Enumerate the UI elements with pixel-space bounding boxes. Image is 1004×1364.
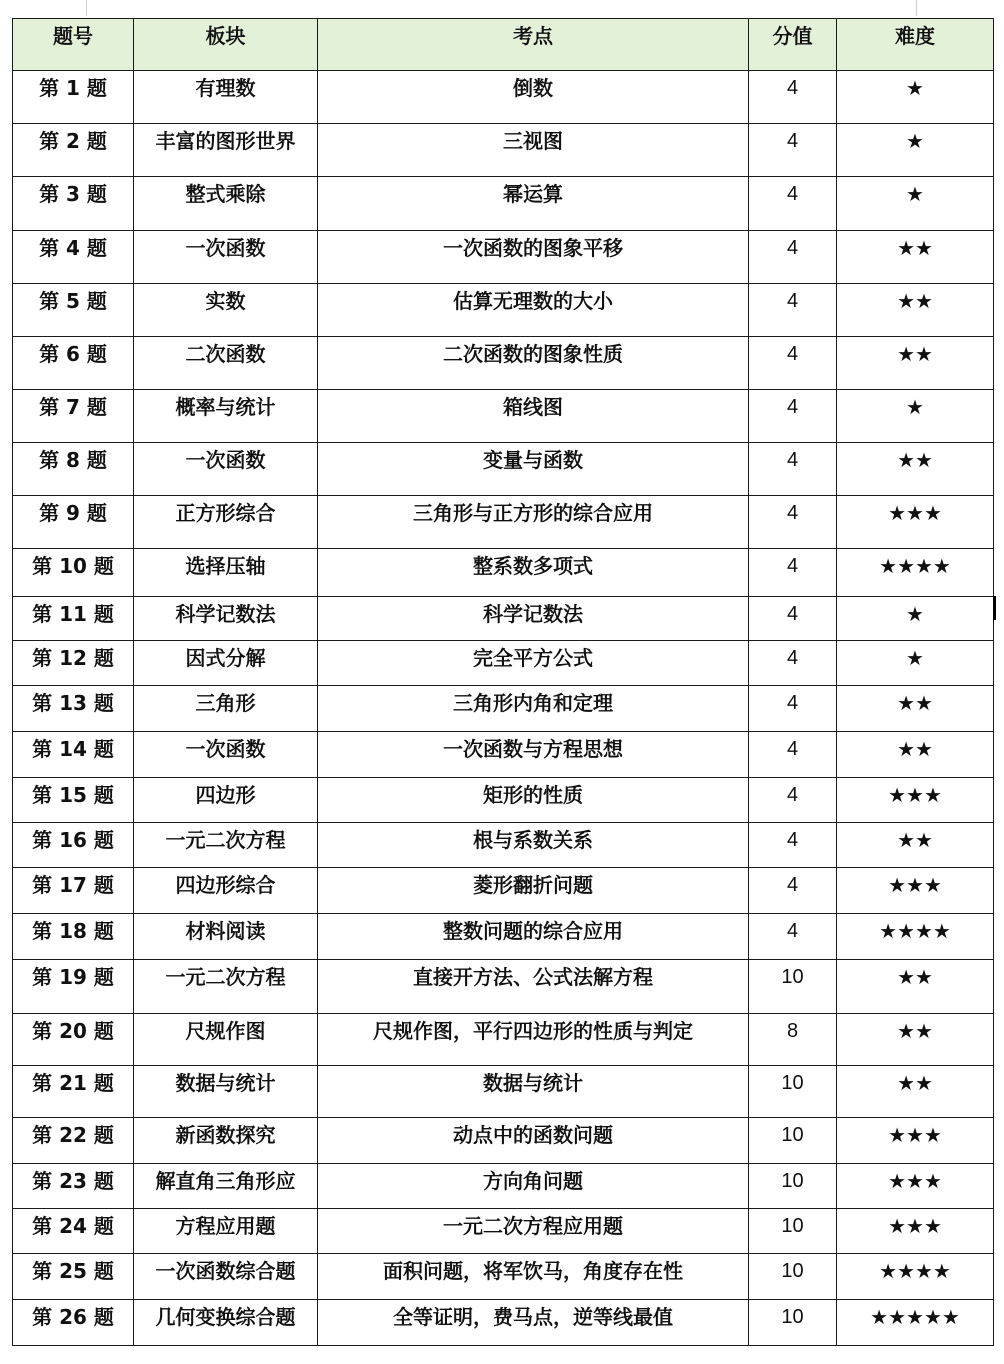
- section-cell: 有理数: [134, 71, 318, 124]
- score-cell: 4: [749, 597, 837, 641]
- question-number-cell: 第 12 题: [13, 641, 134, 686]
- question-number-cell: 第 24 题: [13, 1209, 134, 1254]
- question-number-cell: 第 21 题: [13, 1066, 134, 1118]
- section-cell: 丰富的图形世界: [134, 124, 318, 177]
- score-cell: 10: [749, 1164, 837, 1209]
- table-row: [13, 1254, 994, 1300]
- header-key-point: 考点: [318, 19, 749, 71]
- section-cell: 正方形综合: [134, 496, 318, 549]
- difficulty-stars: ★★★: [837, 778, 994, 823]
- table-row: [13, 443, 994, 496]
- difficulty-stars: ★★: [837, 732, 994, 778]
- key-point-cell: 矩形的性质: [318, 778, 749, 823]
- question-number-cell: 第 11 题: [13, 597, 134, 641]
- key-point-cell: 三视图: [318, 124, 749, 177]
- table-row: [13, 914, 994, 960]
- section-cell: 方程应用题: [134, 1209, 318, 1254]
- difficulty-stars: ★★: [837, 284, 994, 337]
- score-cell: 4: [749, 337, 837, 390]
- question-number-cell: 第 19 题: [13, 960, 134, 1014]
- score-cell: 10: [749, 960, 837, 1014]
- difficulty-stars: ★★★: [837, 1164, 994, 1209]
- score-cell: 4: [749, 496, 837, 549]
- score-cell: 4: [749, 732, 837, 778]
- difficulty-stars: ★★: [837, 686, 994, 732]
- key-point-cell: 一元二次方程应用题: [318, 1209, 749, 1254]
- question-number-cell: 第 16 题: [13, 823, 134, 868]
- key-point-cell: 尺规作图，平行四边形的性质与判定: [318, 1014, 749, 1066]
- header-section: 板块: [134, 19, 318, 71]
- section-cell: 概率与统计: [134, 390, 318, 443]
- section-cell: 四边形: [134, 778, 318, 823]
- key-point-cell: 一次函数的图象平移: [318, 231, 749, 284]
- difficulty-stars: ★★★: [837, 496, 994, 549]
- section-cell: 选择压轴: [134, 549, 318, 597]
- section-cell: 一次函数: [134, 443, 318, 496]
- difficulty-stars: ★★: [837, 1066, 994, 1118]
- section-cell: 尺规作图: [134, 1014, 318, 1066]
- header-row: [13, 19, 994, 71]
- difficulty-stars: ★: [837, 641, 994, 686]
- table-row: [13, 778, 994, 823]
- section-cell: 一元二次方程: [134, 960, 318, 1014]
- table-row: [13, 597, 994, 641]
- table-row: [13, 549, 994, 597]
- key-point-cell: 整系数多项式: [318, 549, 749, 597]
- score-cell: 10: [749, 1300, 837, 1346]
- table-row: [13, 641, 994, 686]
- header-difficulty: 难度: [837, 19, 994, 71]
- table-row: [13, 868, 994, 914]
- key-point-cell: 倒数: [318, 71, 749, 124]
- difficulty-stars: ★★: [837, 231, 994, 284]
- section-cell: 一次函数: [134, 732, 318, 778]
- key-point-cell: 三角形内角和定理: [318, 686, 749, 732]
- difficulty-stars: ★: [837, 597, 994, 641]
- difficulty-stars: ★★★: [837, 1209, 994, 1254]
- score-cell: 4: [749, 443, 837, 496]
- question-number-cell: 第 2 题: [13, 124, 134, 177]
- difficulty-stars: ★★: [837, 823, 994, 868]
- table-row: [13, 71, 994, 124]
- section-cell: 因式分解: [134, 641, 318, 686]
- section-cell: 一次函数: [134, 231, 318, 284]
- difficulty-stars: ★★★: [837, 1118, 994, 1164]
- question-number-cell: 第 26 题: [13, 1300, 134, 1346]
- question-number-cell: 第 10 题: [13, 549, 134, 597]
- score-cell: 4: [749, 641, 837, 686]
- key-point-cell: 根与系数关系: [318, 823, 749, 868]
- key-point-cell: 菱形翻折问题: [318, 868, 749, 914]
- score-cell: 4: [749, 390, 837, 443]
- score-cell: 4: [749, 778, 837, 823]
- key-point-cell: 整数问题的综合应用: [318, 914, 749, 960]
- difficulty-stars: ★★★★: [837, 1254, 994, 1300]
- table-row: [13, 1118, 994, 1164]
- score-cell: 10: [749, 1066, 837, 1118]
- question-number-cell: 第 23 题: [13, 1164, 134, 1209]
- difficulty-stars: ★: [837, 390, 994, 443]
- question-number-cell: 第 20 题: [13, 1014, 134, 1066]
- key-point-cell: 完全平方公式: [318, 641, 749, 686]
- section-cell: 材料阅读: [134, 914, 318, 960]
- section-cell: 解直角三角形应: [134, 1164, 318, 1209]
- key-point-cell: 数据与统计: [318, 1066, 749, 1118]
- section-cell: 实数: [134, 284, 318, 337]
- difficulty-stars: ★★: [837, 337, 994, 390]
- section-cell: 整式乘除: [134, 177, 318, 231]
- question-number-cell: 第 3 题: [13, 177, 134, 231]
- question-number-cell: 第 14 题: [13, 732, 134, 778]
- difficulty-stars: ★★: [837, 1014, 994, 1066]
- score-cell: 10: [749, 1118, 837, 1164]
- table-row: [13, 1066, 994, 1118]
- question-number-cell: 第 6 题: [13, 337, 134, 390]
- key-point-cell: 箱线图: [318, 390, 749, 443]
- text-cursor: [993, 596, 996, 620]
- question-number-cell: 第 1 题: [13, 71, 134, 124]
- section-cell: 新函数探究: [134, 1118, 318, 1164]
- difficulty-stars: ★★: [837, 960, 994, 1014]
- table-row: [13, 686, 994, 732]
- table-row: [13, 390, 994, 443]
- section-cell: 数据与统计: [134, 1066, 318, 1118]
- table-row: [13, 177, 994, 231]
- table-row: [13, 124, 994, 177]
- header-question-number: 题号: [13, 19, 134, 71]
- key-point-cell: 估算无理数的大小: [318, 284, 749, 337]
- section-cell: 二次函数: [134, 337, 318, 390]
- question-number-cell: 第 17 题: [13, 868, 134, 914]
- score-cell: 4: [749, 124, 837, 177]
- table-row: [13, 960, 994, 1014]
- table-row: [13, 496, 994, 549]
- question-number-cell: 第 25 题: [13, 1254, 134, 1300]
- score-cell: 4: [749, 868, 837, 914]
- table-row: [13, 231, 994, 284]
- key-point-cell: 变量与函数: [318, 443, 749, 496]
- table-row: [13, 337, 994, 390]
- difficulty-stars: ★★★: [837, 868, 994, 914]
- section-cell: 几何变换综合题: [134, 1300, 318, 1346]
- key-point-cell: 幂运算: [318, 177, 749, 231]
- score-cell: 4: [749, 177, 837, 231]
- exam-analysis-table: [12, 18, 994, 1346]
- question-number-cell: 第 9 题: [13, 496, 134, 549]
- table-row: [13, 732, 994, 778]
- section-cell: 四边形综合: [134, 868, 318, 914]
- score-cell: 4: [749, 914, 837, 960]
- score-cell: 4: [749, 231, 837, 284]
- question-number-cell: 第 4 题: [13, 231, 134, 284]
- key-point-cell: 全等证明，费马点，逆等线最值: [318, 1300, 749, 1346]
- score-cell: 4: [749, 686, 837, 732]
- key-point-cell: 面积问题，将军饮马，角度存在性: [318, 1254, 749, 1300]
- page-margin-mark-right: [916, 0, 917, 16]
- question-number-cell: 第 15 题: [13, 778, 134, 823]
- section-cell: 科学记数法: [134, 597, 318, 641]
- difficulty-stars: ★★★★★: [837, 1300, 994, 1346]
- question-number-cell: 第 7 题: [13, 390, 134, 443]
- question-number-cell: 第 8 题: [13, 443, 134, 496]
- score-cell: 4: [749, 284, 837, 337]
- section-cell: 一元二次方程: [134, 823, 318, 868]
- header-score: 分值: [749, 19, 837, 71]
- key-point-cell: 一次函数与方程思想: [318, 732, 749, 778]
- section-cell: 三角形: [134, 686, 318, 732]
- score-cell: 4: [749, 823, 837, 868]
- page-margin-mark-left: [86, 0, 87, 16]
- key-point-cell: 二次函数的图象性质: [318, 337, 749, 390]
- table-body: [13, 71, 994, 1346]
- table-row: [13, 1209, 994, 1254]
- score-cell: 8: [749, 1014, 837, 1066]
- table-row: [13, 823, 994, 868]
- key-point-cell: 科学记数法: [318, 597, 749, 641]
- key-point-cell: 三角形与正方形的综合应用: [318, 496, 749, 549]
- table-row: [13, 1164, 994, 1209]
- question-number-cell: 第 5 题: [13, 284, 134, 337]
- score-cell: 10: [749, 1209, 837, 1254]
- score-cell: 4: [749, 71, 837, 124]
- key-point-cell: 动点中的函数问题: [318, 1118, 749, 1164]
- table-row: [13, 1300, 994, 1346]
- key-point-cell: 直接开方法、公式法解方程: [318, 960, 749, 1014]
- table-row: [13, 1014, 994, 1066]
- section-cell: 一次函数综合题: [134, 1254, 318, 1300]
- difficulty-stars: ★: [837, 177, 994, 231]
- score-cell: 10: [749, 1254, 837, 1300]
- difficulty-stars: ★: [837, 71, 994, 124]
- difficulty-stars: ★★★★: [837, 549, 994, 597]
- question-number-cell: 第 22 题: [13, 1118, 134, 1164]
- difficulty-stars: ★: [837, 124, 994, 177]
- question-number-cell: 第 13 题: [13, 686, 134, 732]
- table-row: [13, 284, 994, 337]
- difficulty-stars: ★★: [837, 443, 994, 496]
- question-number-cell: 第 18 题: [13, 914, 134, 960]
- key-point-cell: 方向角问题: [318, 1164, 749, 1209]
- score-cell: 4: [749, 549, 837, 597]
- difficulty-stars: ★★★★: [837, 914, 994, 960]
